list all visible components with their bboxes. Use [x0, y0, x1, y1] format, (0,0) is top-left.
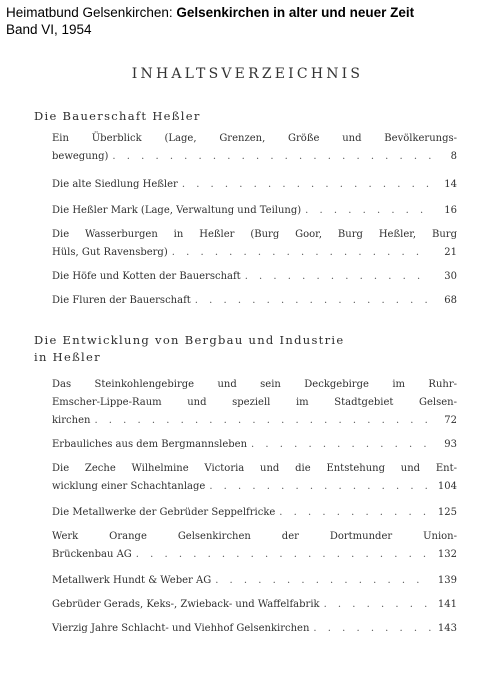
leader-dots: [209, 478, 431, 496]
page-header: [6, 4, 491, 38]
leader-dots: [112, 148, 431, 166]
page-number: 30: [444, 271, 457, 282]
toc-entry[interactable]: [52, 268, 457, 286]
leader-dots: [182, 176, 431, 194]
toc-entry[interactable]: [52, 176, 457, 194]
entry-text: Die Höfe und Kotten der Bauerschaft: [52, 271, 241, 282]
page-number: 125: [437, 507, 457, 518]
entry-text: Emscher-Lippe-Raum und speziell im Stadtgebiet Gelsen-: [52, 397, 457, 408]
entry-text: Die Heßler Mark (Lage, Verwaltung und Teilung): [52, 205, 302, 216]
toc-entry[interactable]: [52, 596, 457, 614]
toc-entry[interactable]: [52, 292, 457, 310]
entry-text: Vierzig Jahre Schlacht- und Viehhof Gelsenkirchen: [52, 623, 310, 634]
header-volume: Band VI, 1954: [6, 22, 92, 37]
leader-dots: [251, 436, 431, 454]
leader-dots: [172, 244, 431, 262]
section-title-bergbau: [34, 332, 474, 366]
page-number: 143: [437, 623, 457, 634]
entry-text: kirchen: [52, 415, 91, 426]
entry-text: Brückenbau AG: [52, 549, 132, 560]
entry-text: Die Wasserburgen in Heßler (Burg Goor, Burg Heßler, Burg: [52, 229, 457, 240]
entry-text: Die Zeche Wilhelmine Victoria und die Entstehung und Ent-: [52, 463, 457, 474]
toc-entry[interactable]: [52, 528, 457, 564]
toc-entry[interactable]: [52, 436, 457, 454]
toc-entry[interactable]: [52, 620, 457, 638]
header-publisher: Heimatbund Gelsenkirchen:: [6, 5, 177, 20]
section-title-bauerschaft: Die Bauerschaft Heßler: [34, 109, 201, 123]
leader-dots: [215, 572, 431, 590]
leader-dots: [313, 620, 431, 638]
entry-text: wicklung einer Schachtanlage: [52, 481, 206, 492]
toc-entry[interactable]: [52, 460, 457, 496]
header-line-1: [6, 4, 491, 21]
toc-entry[interactable]: [52, 202, 457, 220]
toc-entry[interactable]: [52, 504, 457, 522]
page-number: 132: [437, 549, 457, 560]
page-number: 104: [437, 481, 457, 492]
toc-entry[interactable]: [52, 376, 457, 430]
leader-dots: [136, 546, 431, 564]
entry-text: Das Steinkohlengebirge und sein Deckgebirge im Ruhr-: [52, 379, 457, 390]
page-number: 16: [444, 205, 457, 216]
section-title-line: Die Entwicklung von Bergbau und Industrie: [34, 333, 345, 347]
entry-text: bewegung): [52, 151, 109, 162]
entry-text: Die Metallwerke der Gebrüder Seppelfricke: [52, 507, 276, 518]
header-book-title: Gelsenkirchen in alter und neuer Zeit: [176, 5, 415, 20]
leader-dots: [195, 292, 431, 310]
page-number: 14: [444, 179, 457, 190]
page-number: 93: [444, 439, 457, 450]
entry-text: Gebrüder Gerads, Keks-, Zwieback- und Waffelfabrik: [52, 599, 320, 610]
page-number: 68: [444, 295, 457, 306]
toc-entry[interactable]: [52, 572, 457, 590]
page-number: 141: [437, 599, 457, 610]
leader-dots: [279, 504, 431, 522]
section-title-line: in Heßler: [34, 350, 101, 364]
entry-text: Werk Orange Gelsenkirchen der Dortmunder Union-: [52, 531, 457, 542]
page-number: 21: [444, 247, 457, 258]
leader-dots: [324, 596, 431, 614]
page-number: 72: [444, 415, 457, 426]
entry-text: Metallwerk Hundt & Weber AG: [52, 575, 212, 586]
entry-text: Die alte Siedlung Heßler: [52, 179, 178, 190]
toc-entry[interactable]: [52, 226, 457, 262]
page-number: 139: [437, 575, 457, 586]
leader-dots: [94, 412, 431, 430]
leader-dots: [305, 202, 431, 220]
leader-dots: [245, 268, 431, 286]
entry-text: Erbauliches aus dem Bergmannsleben: [52, 439, 248, 450]
entry-text: Die Fluren der Bauerschaft: [52, 295, 191, 306]
toc-title: INHALTSVERZEICHNIS: [131, 66, 364, 82]
page-number: 8: [450, 151, 457, 162]
toc-entry[interactable]: [52, 130, 457, 166]
entry-text: Ein Überblick (Lage, Grenzen, Größe und Bevölkerungs-: [52, 133, 457, 144]
entry-text: Hüls, Gut Ravensberg): [52, 247, 168, 258]
